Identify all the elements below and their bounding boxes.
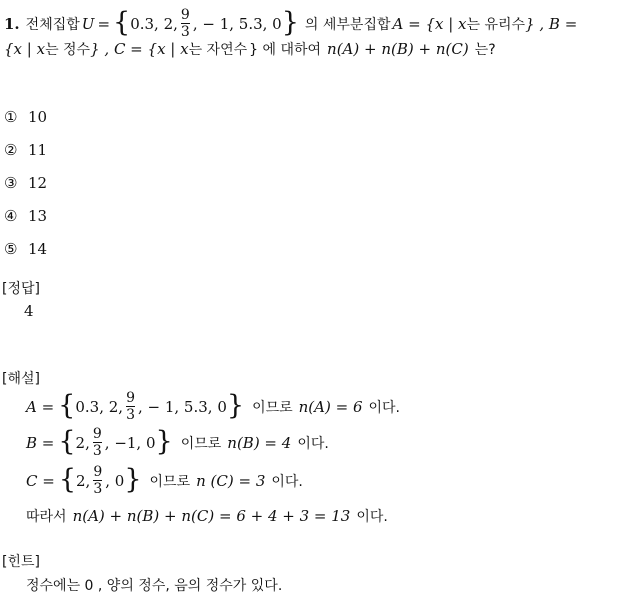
set-c-def: } , C = {x | x	[90, 40, 189, 58]
solution-a-open: 0.3, 2,	[75, 398, 124, 416]
solution-b-close: , −1, 0	[104, 434, 156, 452]
solution-c-left-brace: {	[58, 463, 77, 495]
choice-1[interactable]	[4, 100, 47, 133]
solution-a-frac-den: 3	[126, 407, 135, 423]
solution-b-frac-den: 3	[92, 443, 102, 459]
solution-a-result: n(A) = 6	[298, 398, 363, 416]
solution-b-right-brace: }	[155, 425, 173, 457]
solution-line-c	[26, 463, 303, 499]
choice-5-value: 14	[28, 239, 48, 258]
choice-3-value: 12	[28, 173, 48, 192]
equals-sign: =	[97, 15, 111, 33]
solution-b-lhs: B =	[26, 434, 55, 452]
choice-1-value: 10	[28, 107, 48, 126]
answer-value: 4	[24, 302, 34, 320]
solution-c-right-brace: }	[124, 463, 142, 495]
hint-text: 정수에는 0 , 양의 정수, 음의 정수가 있다.	[26, 578, 283, 594]
set-u-symbol: U	[81, 15, 95, 33]
solution-b-frac-num: 9	[92, 426, 102, 443]
solution-b-end: 이다.	[297, 436, 329, 452]
choice-list	[4, 100, 47, 265]
solution-a-end: 이다.	[368, 400, 400, 416]
solution-d-end: 이다.	[356, 509, 388, 525]
solution-b-open: 2,	[75, 434, 90, 452]
solution-c-open: 2,	[76, 472, 91, 490]
choice-4-mark: ④	[4, 206, 18, 225]
solution-d-korean: 따라서	[26, 509, 67, 525]
solution-heading: [해설]	[2, 371, 40, 387]
solution-b-korean: 이므로	[180, 436, 222, 452]
set-u-open: 0.3, 2,	[130, 15, 178, 33]
solution-c-frac-den: 3	[93, 481, 103, 497]
choice-2-value: 11	[28, 140, 48, 159]
question-line-2	[4, 37, 496, 61]
solution-a-lhs: A =	[26, 398, 55, 416]
set-a-def: A = {x | x	[392, 15, 467, 33]
solution-line-d	[26, 504, 388, 528]
right-brace: }	[281, 6, 299, 38]
solution-a-frac-num: 9	[126, 390, 135, 407]
solution-b-result: n(B) = 4	[227, 434, 292, 452]
solution-a-korean: 이므로	[252, 400, 293, 416]
question-tail: 는?	[474, 42, 496, 58]
choice-5[interactable]	[4, 232, 47, 265]
fraction-numerator: 9	[180, 7, 190, 24]
choice-4[interactable]	[4, 199, 47, 232]
solution-c-end: 이다.	[271, 474, 303, 490]
solution-a-right-brace: }	[226, 389, 245, 421]
hint-heading: [힌트]	[2, 554, 40, 570]
solution-a-close: , − 1, 5.3, 0	[137, 398, 227, 416]
solution-a-left-brace: {	[58, 389, 76, 421]
question-mid-3: } 에 대하여	[249, 42, 322, 58]
answer-heading: [정답]	[2, 281, 40, 297]
solution-c-lhs: C =	[26, 472, 55, 490]
question-number: 1.	[4, 15, 20, 33]
set-b-def: {x | x	[4, 40, 46, 58]
solution-b-left-brace: {	[58, 425, 76, 457]
solution-line-b	[26, 425, 329, 461]
solution-c-result: n (C) = 3	[196, 472, 266, 490]
left-brace: {	[113, 6, 131, 38]
set-a-korean: 는 유리수	[466, 17, 526, 33]
set-b-korean: 는 정수	[45, 42, 91, 58]
solution-c-frac-num: 9	[93, 464, 103, 481]
set-u-close: , − 1, 5.3, 0	[192, 15, 282, 33]
choice-1-mark: ①	[4, 107, 18, 126]
choice-2-mark: ②	[4, 140, 18, 159]
choice-3-mark: ③	[4, 173, 18, 192]
solution-line-a	[26, 389, 400, 425]
set-c-korean: 는 자연수	[188, 42, 248, 58]
solution-d-result: n(A) + n(B) + n(C) = 6 + 4 + 3 = 13	[72, 507, 351, 525]
solution-a-fraction	[126, 391, 135, 422]
solution-c-close: , 0	[105, 472, 125, 490]
question-lead: 전체집합	[25, 17, 80, 33]
fraction-denominator: 3	[180, 24, 190, 40]
solution-c-korean: 이므로	[149, 474, 191, 490]
question-expression: n(A) + n(B) + n(C)	[327, 40, 469, 58]
set-b-start: } , B =	[525, 15, 578, 33]
choice-4-value: 13	[28, 206, 48, 225]
solution-b-fraction	[93, 427, 102, 458]
solution-c-fraction	[93, 465, 102, 496]
fraction-nine-thirds	[181, 8, 190, 39]
choice-5-mark: ⑤	[4, 239, 18, 258]
choice-2[interactable]	[4, 133, 47, 166]
question-mid-1: 의 세부분집합	[304, 17, 391, 33]
choice-3[interactable]	[4, 166, 47, 199]
